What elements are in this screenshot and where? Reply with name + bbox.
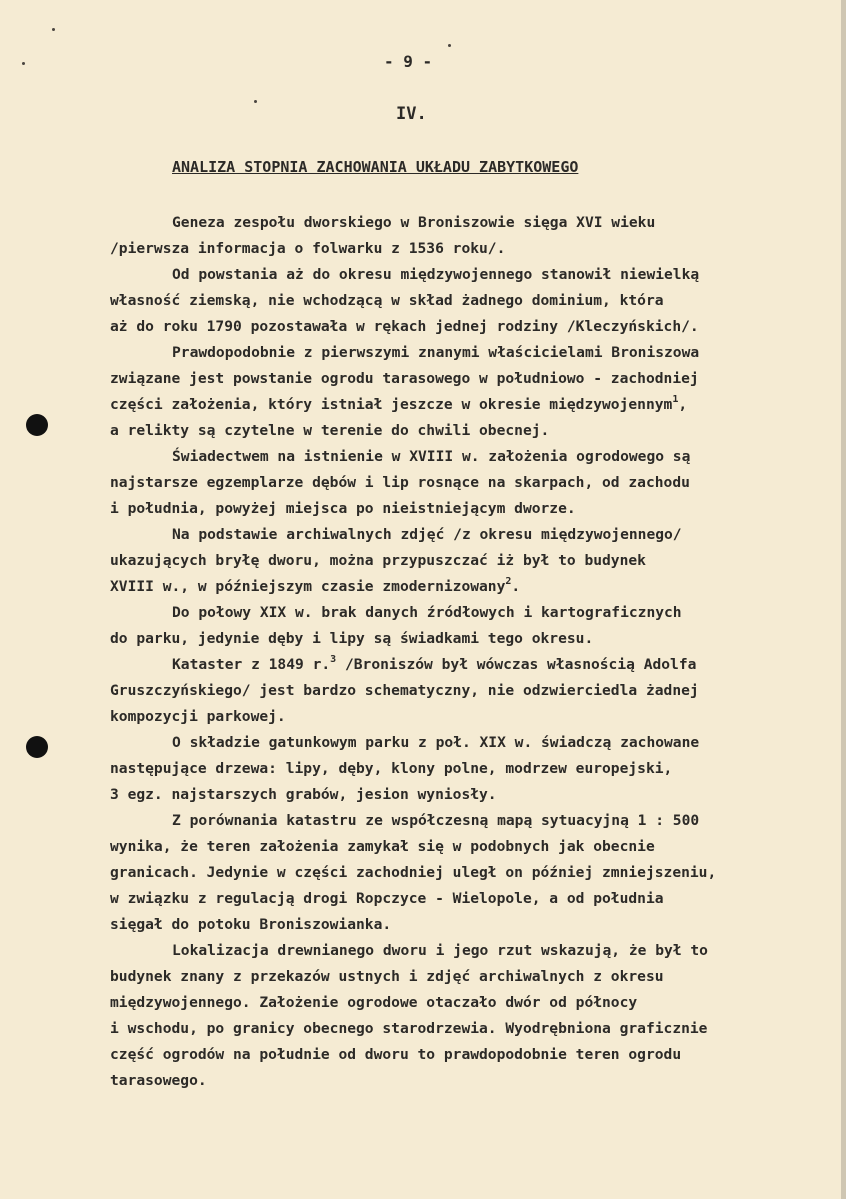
text-line: i wschodu, po granicy obecnego starodrzewia. Wyodrębniona graficznie [110, 1020, 708, 1037]
footnote-ref-1: 1 [672, 394, 679, 405]
text-line: /pierwsza informacja o folwarku z 1536 roku/. [110, 240, 506, 257]
text-line: tarasowego. [110, 1072, 207, 1089]
text-line: sięgał do potoku Broniszowianka. [110, 916, 392, 933]
text-line: Z porównania katastru ze współczesną mapą sytuacyjną 1 : 500 [172, 812, 700, 829]
text-line: do parku, jedynie dęby i lipy są świadkami tego okresu. [110, 630, 594, 647]
text-line [110, 652, 830, 678]
text-line: w związku z regulacją drogi Ropczyce - Wielopole, a od południa [110, 890, 664, 907]
footnote-ref-2: 2 [505, 576, 512, 587]
document-body [110, 210, 830, 1094]
text-line: aż do roku 1790 pozostawała w rękach jednej rodziny /Kleczyńskich/. [110, 318, 699, 335]
text-line: Do połowy XIX w. brak danych źródłowych i kartograficznych [172, 604, 682, 621]
text-line: Gruszczyńskiego/ jest bardzo schematyczny, nie odzwierciedla żadnej [110, 682, 699, 699]
text-line: międzywojennego. Założenie ogrodowe otaczało dwór od północy [110, 994, 638, 1011]
page-edge [841, 0, 846, 1199]
chapter-number: IV. [396, 104, 427, 124]
text-line: i południa, powyżej miejsca po nieistniejącym dworze. [110, 500, 576, 517]
text-line: ukazujących bryłę dworu, można przypuszczać iż był to budynek [110, 552, 646, 569]
text-line: Świadectwem na istnienie w XVIII w. założenia ogrodowego są [172, 448, 691, 465]
paper-speck [52, 28, 55, 31]
footnote-ref-3: 3 [330, 654, 337, 665]
text-line: budynek znany z przekazów ustnych i zdjęć archiwalnych z okresu [110, 968, 664, 985]
text-line: następujące drzewa: lipy, dęby, klony polne, modrzew europejski, [110, 760, 673, 777]
page-number: - 9 - [384, 52, 433, 71]
text-line: granicach. Jedynie w części zachodniej uległ on później zmniejszeniu, [110, 864, 717, 881]
line-text: /Broniszów był wówczas własnością Adolfa [336, 656, 697, 673]
text-line: wynika, że teren założenia zamykał się w podobnych jak obecnie [110, 838, 655, 855]
text-line: Na podstawie archiwalnych zdjęć /z okresu międzywojennego/ [172, 526, 682, 543]
paper-speck [22, 62, 25, 65]
text-line: części założenia, który istniał jeszcze w okresie międzywojennym$^1$, [110, 394, 688, 413]
text-line: własność ziemską, nie wchodzącą w skład żadnego dominium, która [110, 292, 664, 309]
text-line: Lokalizacja drewnianego dworu i jego rzut wskazują, że był to [172, 942, 708, 959]
punch-hole-top [26, 414, 48, 436]
line-text: części założenia, który istniał jeszcze w okresie międzywojennym [110, 396, 673, 413]
text-line: O składzie gatunkowym parku z poł. XIX w. świadczą zachowane [172, 734, 700, 751]
chapter-title: ANALIZA STOPNIA ZACHOWANIA UKŁADU ZABYTKOWEGO [172, 158, 579, 176]
paper-speck [254, 100, 257, 103]
punch-hole-bottom [26, 736, 48, 758]
line-text: XVIII w., w późniejszym czasie zmodernizowany [110, 578, 506, 595]
line-text: Kataster z 1849 r. [172, 656, 331, 673]
text-line: Geneza zespołu dworskiego w Broniszowie sięga XVI wieku [172, 214, 656, 231]
text-line: część ogrodów na południe od dworu to prawdopodobnie teren ogrodu [110, 1046, 682, 1063]
text-line: 3 egz. najstarszych grabów, jesion wyniosły. [110, 786, 497, 803]
text-line: kompozycji parkowej. [110, 708, 286, 725]
text-line: związane jest powstanie ogrodu tarasowego w południowo - zachodniej [110, 370, 699, 387]
text-line: XVIII w., w późniejszym czasie zmodernizowany$^2$. [110, 576, 521, 595]
text-line: Od powstania aż do okresu międzywojennego stanowił niewielką [172, 266, 700, 283]
text-line: a relikty są czytelne w terenie do chwili obecnej. [110, 422, 550, 439]
paper-speck [448, 44, 451, 47]
text-line: najstarsze egzemplarze dębów i lip rosnące na skarpach, od zachodu [110, 474, 690, 491]
text-line: Prawdopodobnie z pierwszymi znanymi właścicielami Broniszowa [172, 344, 700, 361]
